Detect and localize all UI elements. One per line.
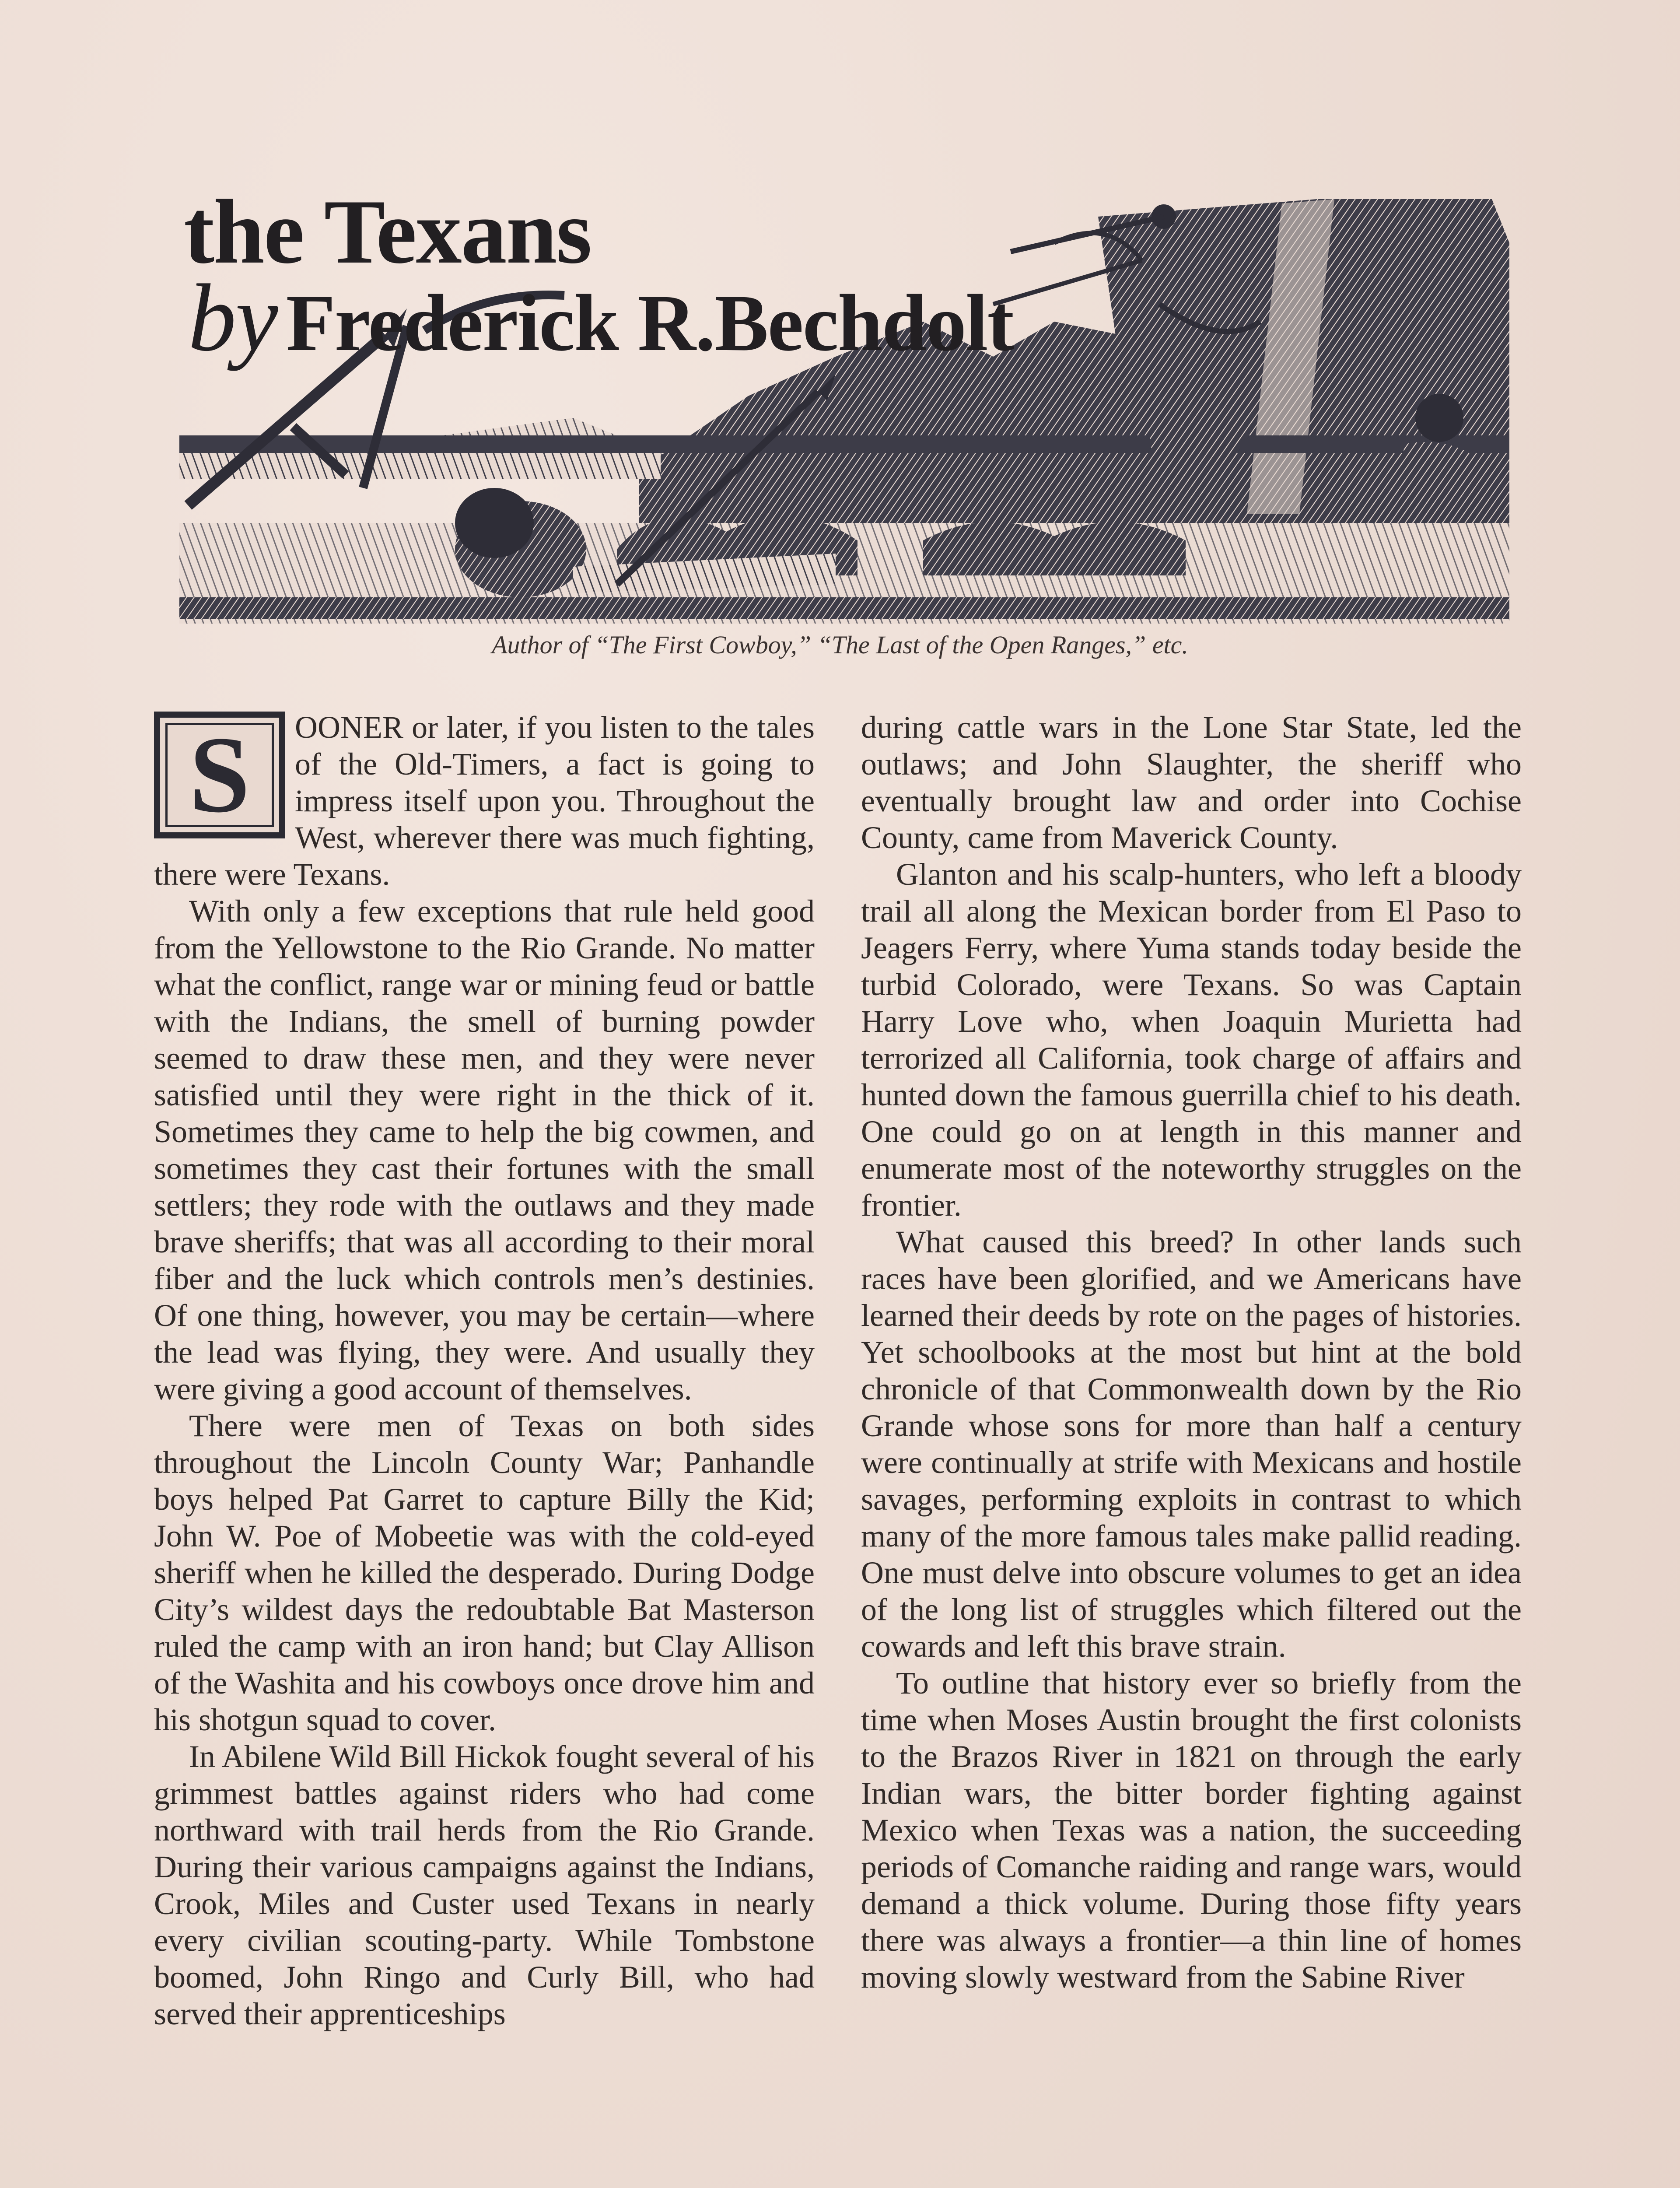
paragraph: In Abilene Wild Bill Hickok fought several of his grimmest battles against riders who had come northward with trail herds from the Rio Grande. During their various campaigns against the Indians, Crook, Miles and Custer used Texans in nearly every civilian scouting-party. While Tombstone boomed, John Ringo and Curly Bill, who had served their apprenticeships bbox=[154, 1739, 815, 2031]
author-name: Frederick R.Bechdolt bbox=[286, 278, 1014, 368]
byline-by: by bbox=[188, 264, 277, 371]
paragraph: What caused this breed? In other lands such races have been glorified, and we Americans have learned their deeds by rote on the pages of histories. Yet schoolbooks at the most but hint at the bold chronicle of that Commonwealth down by the Rio Grande whose sons for more than half a century were continually at strife with Mexicans and hostile savages, performing exploits in contrast to which many of the more famous tales make pallid reading. One must delve into obscure volumes to get an idea of the long list of struggles which filtered out the cowards and left this brave strain. bbox=[861, 1224, 1522, 1664]
byline bbox=[188, 263, 1013, 373]
article-title: the Texans bbox=[184, 181, 592, 283]
drop-cap bbox=[154, 712, 285, 838]
paragraph: To outline that history ever so briefly from the time when Moses Austin brought the first colonists to the Brazos River in 1821 on through the early Indian wars, the bitter border fighting against Mexico when Texas was a nation, the succeeding periods of Comanche raiding and range wars, would demand a thick volume. During those fifty years there was always a frontier—a thin line of homes moving slowly westward from the Sabine River bbox=[861, 1666, 1522, 1995]
paragraph: There were men of Texas on both sides throughout the Lincoln County War; Panhandle boys helped Pat Garret to capture Billy the Kid; John W. Poe of Mobeetie was with the cold-eyed sheriff when he killed the desperado. During Dodge City’s wildest days the redoubtable Bat Masterson ruled the camp with an iron hand; but Clay Allison of the Washita and his cowboys once drove him and his shotgun squad to cover. bbox=[154, 1408, 815, 1737]
paragraph: With only a few exceptions that rule held good from the Yellowstone to the Rio Grande. No matter what the conflict, range war or mining feud or battle with the Indians, the smell of burning powder seemed to draw these men, and they were never satisfied until they were right in the thick of it. Sometimes they came to help the big cowmen, and sometimes they cast their fortunes with the small settlers; they rode with the outlaws and they made brave sheriffs; that was all according to their moral fiber and the luck which controls men’s destinies. Of one thing, however, you may be certain—where the lead was flying, they were. And usually they were giving a good account of themselves. bbox=[154, 894, 815, 1406]
paragraph: during cattle wars in the Lone Star State, led the outlaws; and John Slaughter, the sheriff who eventually brought law and order into Cochise County, came from Maverick County. bbox=[861, 710, 1522, 855]
paragraph: Glanton and his scalp-hunters, who left a bloody trail all along the Mexican border from El Paso to Jeagers Ferry, where Yuma stands today beside the turbid Colorado, were Texans. So was Captain Harry Love who, when Joaquin Murietta had terrorized all California, took charge of affairs and hunted down the famous guerrilla chief to his death. One could go on at length in this manner and enumerate most of the noteworthy struggles on the frontier. bbox=[861, 857, 1522, 1223]
author-credits: Author of “The First Cowboy,” “The Last of the Open Ranges,” etc. bbox=[492, 631, 1188, 659]
drop-cap-letter: S bbox=[189, 714, 250, 835]
paragraph: OONER or later, if you listen to the tales of the Old-Timers, a fact is going to impress itself upon you. Throughout the West, wherever there was much fighting, there were Texans. bbox=[154, 710, 815, 892]
left-column bbox=[154, 709, 815, 2032]
right-column bbox=[861, 709, 1522, 1995]
